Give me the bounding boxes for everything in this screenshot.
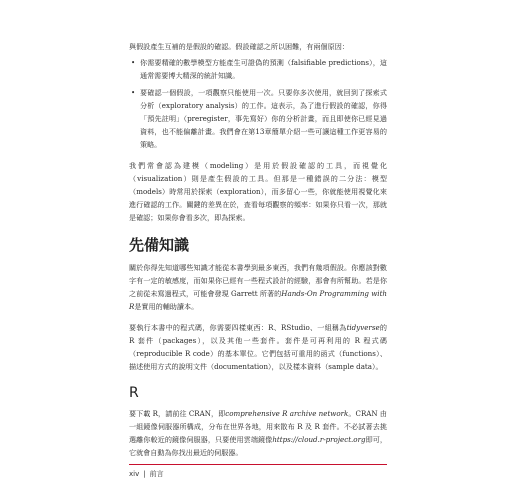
- section-heading-prerequisites: 先備知識: [129, 236, 190, 254]
- prerequisites-paragraph: [129, 261, 387, 313]
- requirements-paragraph: [129, 321, 387, 373]
- text-run: 要執行本書中的程式碼，你需要四樣東西：R、RStudio、一組稱為: [129, 323, 347, 332]
- list-item: [129, 56, 387, 82]
- list-item-text: 要確認一個假設，一項觀察只能使用一次。只要你多次使用，就回到了探索式分析（exploratory analysis）的工作。這表示，為了進行假設的確認，你得「預先註明」（preregister，事先寫好）你的分析計畫，而且即使你已經見過資料，也不能偏離計畫。我們會在第13章簡單介紹一些可讓這種工作更容易的策略。: [140, 88, 387, 149]
- footer-separator: |: [143, 470, 146, 478]
- list-item: [129, 86, 387, 151]
- page-number: xiv: [129, 470, 140, 478]
- cran-name: comprehensive R archive network: [225, 409, 349, 418]
- page-footer: [129, 464, 387, 479]
- bullet-list: [129, 56, 387, 151]
- text-run: 是實用的輔助讀本。: [134, 302, 199, 311]
- text-run: 即可，它就會自動為你找出最近的伺服器。: [129, 435, 387, 457]
- text-run: 。CRAN 由一組鏡像伺服器所構成，分布在世界各地，用來散布 R 及 R 套件。不必試著去挑選離你較近的鏡像伺服器，只要使用雲端鏡像: [129, 409, 387, 444]
- bullet-icon: •: [131, 88, 136, 97]
- cran-mirror-link[interactable]: https://cloud.r-project.org: [272, 435, 366, 444]
- book-title: Hands-On Programming with R: [129, 289, 387, 311]
- text-run: 關於你得先知道哪些知識才能從本書學到最多東西，我們有幾項假設。你應該對數字有一定的敏感度，而如果你已經有一些程式設計的經驗，那會有所幫助。若是你之前從未寫過程式，可能會發現 Garrett 所著的: [129, 263, 387, 298]
- r-download-paragraph: [129, 407, 387, 459]
- text-run: 要下載 R，請前往 CRAN，即: [129, 409, 226, 418]
- modeling-paragraph: 我們常會認為建模（modeling）是用於假設確認的工具，而視覺化（visualization）則是產生假設的工具。但那是一種錯誤的二分法：模型（models）時常用於探索（exploration），而多留心一些，你就能使用視覺化來進行確認的工作。關鍵的差異在於，查看每項觀察的頻率：如果你只看一次，那就是確認；如果你會看多次，即為探索。: [129, 161, 387, 222]
- bullet-icon: •: [131, 58, 136, 67]
- page-body: [129, 40, 387, 459]
- section-heading-r: R: [129, 385, 139, 401]
- text-run: 的 R 套件（packages），以及其他一些套件。套件是可再利用的 R 程式碼（reproducible R code）的基本單位。它們包括可重用的函式（functions）、描述使用方式的說明文件（documentation），以及樣本資料（sample data）。: [129, 323, 387, 371]
- intro-paragraph: 與假設產生互補的是假設的確認。假設確認之所以困難，有兩個原因：: [129, 42, 349, 51]
- list-item-text: 你需要精確的數學模型方能產生可證偽的預測（falsifiable predictions），這通常需要博大精深的統計知識。: [140, 58, 387, 80]
- tidyverse-term: tidyverse: [346, 323, 380, 332]
- footer-section: 前言: [149, 470, 164, 478]
